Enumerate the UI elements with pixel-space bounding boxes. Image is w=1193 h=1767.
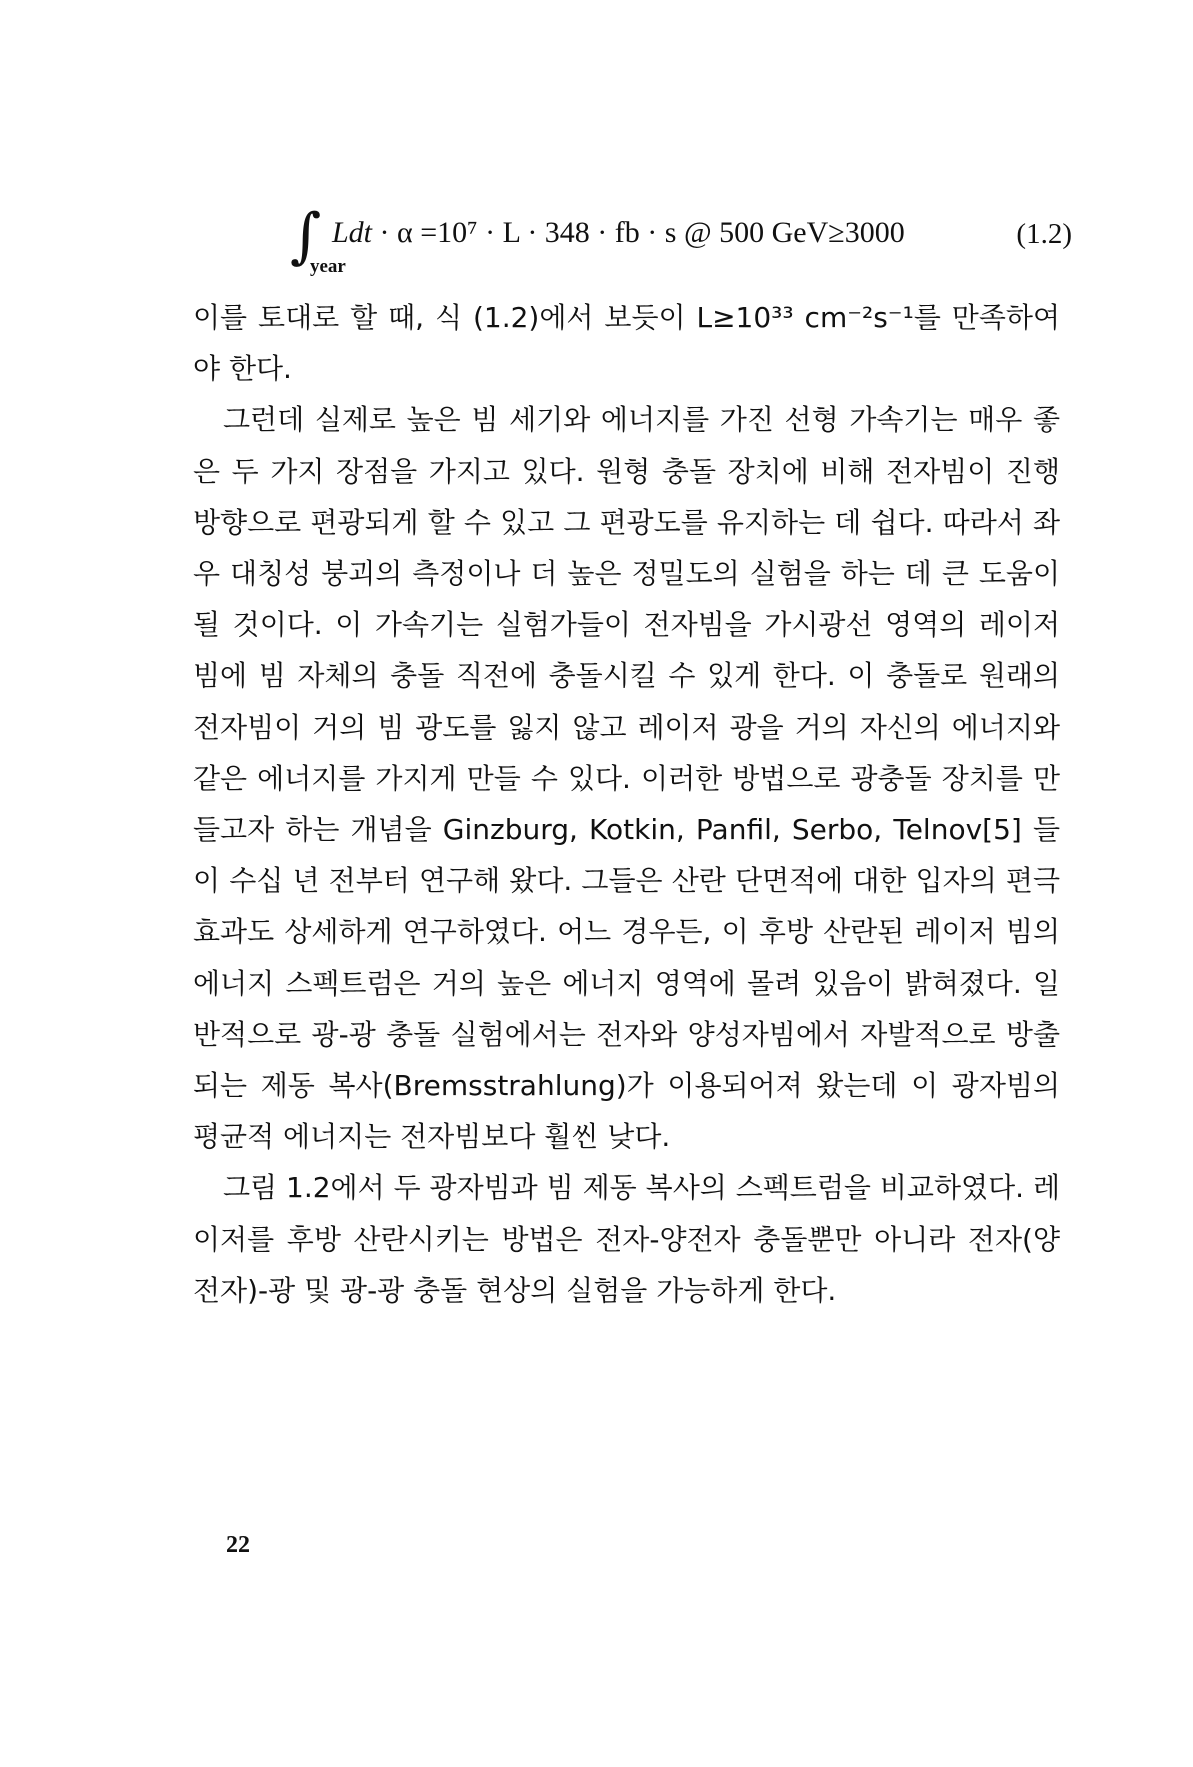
equation-number: (1.2) — [1016, 218, 1072, 250]
paragraph-2: 그런데 실제로 높은 빔 세기와 에너지를 가진 선형 가속기는 매우 좋은 두 가지 장점을 가지고 있다. 원형 충돌 장치에 비해 전자빔이 진행 방향으로 편광되게 할 수 있고 그 편광도를 유지하는 데 쉽다. 따라서 좌우 대칭성 붕괴의 측정이나 더 높은 정밀도의 실험을 하는 데 큰 도움이 될 것이다. 이 가속기는 실험가들이 전자빔을 가시광선 영역의 레이저 빔에 빔 자체의 충돌 직전에 충돌시킬 수 있게 한다. 이 충돌로 원래의 전자빔이 거의 빔 광도를 잃지 않고 레이저 광을 거의 자신의 에너지와 같은 에너지를 가지게 만들 수 있다. 이러한 방법으로 광충돌 장치를 만들고자 하는 개념을 Ginzburg, Kotkin, Panfil, Serbo, Telnov[5] 들이 수십 년 전부터 연구해 왔다. 그들은 산란 단면적에 대한 입자의 편극 효과도 상세하게 연구하였다. 어느 경우든, 이 후방 산란된 레이저 빔의 에너지 스펙트럼은 거의 높은 에너지 영역에 몰려 있음이 밝혀졌다. 일반적으로 광-광 충돌 실험에서는 전자와 양성자빔에서 자발적으로 방출되는 제동 복사(Bremsstrahlung)가 이용되어져 왔는데 이 광자빔의 평균적 에너지는 전자빔보다 훨씬 낮다. — [193, 403, 1060, 1154]
equation-lhs: Ldt — [332, 216, 373, 249]
equation-rhs: · α =10⁷ · L · 348 · fb · s @ 500 GeV≥3000 — [379, 216, 905, 249]
paragraph-1: 이를 토대로 할 때, 식 (1.2)에서 보듯이 L≥10³³ cm⁻²s⁻¹를 만족하여야 한다. — [193, 301, 1060, 386]
integral-sign: ∫ — [290, 201, 322, 271]
page-number: 22 — [226, 1532, 250, 1558]
paragraph-3: 그림 1.2에서 두 광자빔과 빔 제동 복사의 스펙트럼을 비교하였다. 레이저를 후방 산란시키는 방법은 전자-양전자 충돌뿐만 아니라 전자(양전자)-광 및 광-광 충돌 현상의 실험을 가능하게 한다. — [193, 1171, 1060, 1307]
equation-body — [332, 216, 905, 250]
body-text — [193, 292, 1060, 1316]
equation-1-2 — [290, 201, 1072, 292]
integral-subscript: year — [310, 256, 346, 277]
